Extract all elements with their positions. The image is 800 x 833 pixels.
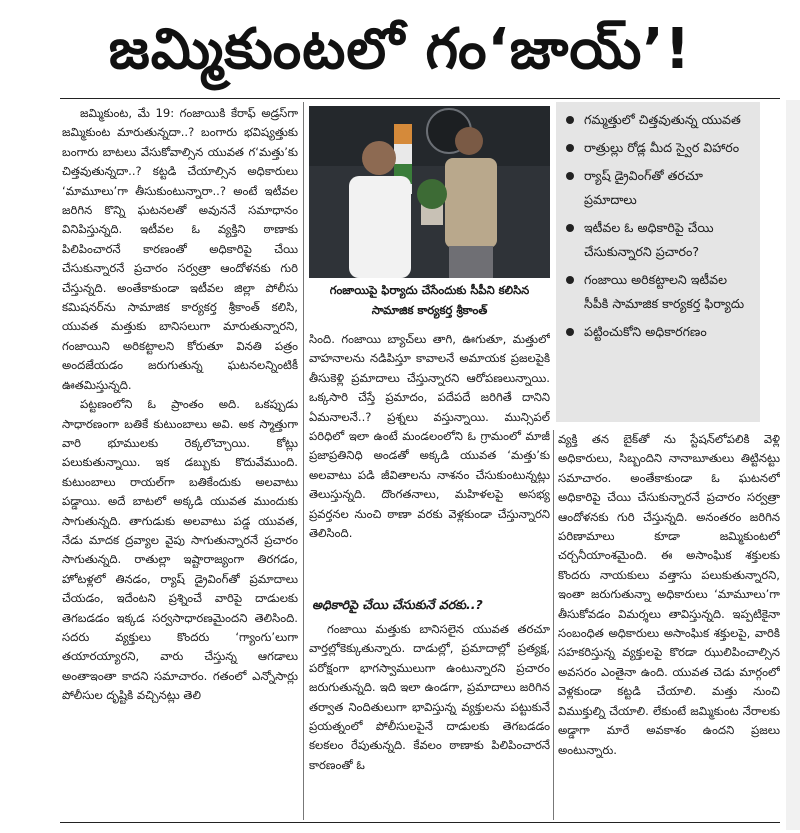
page-edge [786,100,800,830]
headline-rule [60,98,780,99]
bottom-rule [60,822,780,823]
bullet-icon [566,144,574,152]
highlight-text: గమ్మత్తులో చిత్తవుతున్న యువత [584,112,741,127]
highlight-item [562,164,754,212]
bullet-icon [566,276,574,284]
bullet-icon [566,116,574,124]
bullet-icon [566,224,574,232]
highlights-box [556,102,760,422]
paragraph: జమ్మికుంట, మే 19: గంజాయికి కేరాఫ్ అడ్రస్‌గా జమ్మికుంట మారుతున్నదా..? బంగారు భవిష్యత్తుకు బంగారు బాటలు వేసుకోవాల్సిన యువత గ‘మత్తు’కు చిత్తవుతున్నదా..? కట్టడి చేయాల్సిన అధికారులు ‘మామూలు’గా తీసుకుంటున్నారా..? అంటే ఇటీవల జరిగిన కొన్ని ఘటనలతో అవుననే సమాధానం వినిపిస్తున్నది. ఇటీవల ఓ వ్యక్తిని ఠాణాకు పిలిపించారనే కారణంతో అధికారిపై చేయి చేసుకున్నారనే ప్రచారం సర్వత్రా ఆందోళనకు గురి చేస్తున్నది. అంతేకాకుండా ఇటీవల జిల్లా పోలీసు కమిషనర్‌ను సామాజిక కార్యకర్త శ్రీకాంత్ కలిసి, యువత మత్తుకు బానిసలుగా మారుతున్నారని, గంజాయిని అరికట్టాలని కోరుతూ వినతి పత్రం అందజేయడం జరుగుతున్న ఘటనలన్నింటికీ ఊతమిస్తున్నది. [62,106,298,392]
article-column-2b [309,620,550,820]
bullet-icon [566,328,574,336]
article-column-1 [62,104,298,820]
paragraph: వ్యక్తి తన బైక్‌తో ను స్టేషన్‌లోపలికి వెళ్లి అధికారులు, సిబ్బందిని నానాబూతులు తిట్టినట్టు సమాచారం. అంతేకాకుండా ఓ ఘటనలో అధికారిపై చేయి చేసుకున్నారనే ప్రచారం సర్వత్రా ఆందోళనకు గురి చేస్తున్నది. అనంతరం జరిగిన పరిణామాలు కూడా జమ్మికుంటలో చర్చనీయాంశమైంది. ఈ అసాంఘిక శక్తులకు కొందరు నాయకులు వత్తాసు పలుకుతున్నారని, ఇంతా జరుగుతున్నా అధికారులు ‘మామూలు’గా తీసుకోవడం విమర్శలు తావిస్తున్నది. ఇప్పటికైనా సంబంధిత అధికారులు అసాంఘిక శక్తులపై, వారికి సహకరిస్తున్న వ్యక్తులపై కొరడా ఝులిపించాల్సిన అవసరం ఎంతైనా ఉంది. యువత చెడు మార్గంలో వెళ్లకుండా కట్టడి చేయాలి. మత్తు నుంచి విముక్తుల్ని చేయాలి. లేకుంటే జమ్మికుంట నేరాలకు అడ్డాగా మారే అవకాశం ఉందని ప్రజలు అంటున్నారు. [558,432,780,757]
highlight-item [562,268,754,316]
highlight-item [562,136,754,160]
highlight-item [562,320,754,344]
column-divider [553,430,554,820]
news-photo [309,106,550,278]
paragraph: పట్టణంలోని ఓ ప్రాంతం అది. ఒకప్పుడు సాధారణంగా బతికే కుటుంబాలు అవి. అక స్మాత్తుగా వారి భూములకు రెక్కలొచ్చాయి. కోట్లు పలుకుతున్నాయి. ఇక డబ్బుకు కొదువేముంది. కుటుంబాలు రాయల్‌గా బతికేందుకు అలవాటు పడ్డాయి. అదే బాటలో అక్కడి యువత ముందుకు సాగుతున్నది. తాగుడుకు అలవాటు పడ్డ యువత, నేడు మాదక ద్రవ్యాల వైపు సాగుతున్నారనే ప్రచారం సాగుతున్నది. రాతుల్లా ఇష్టారాజ్యంగా తిరగడం, హోటళ్లలో తినడం, ర్యాష్ డ్రైవింగ్‌తో ప్రమాదాలు చేయడం, ఇదేంటని ప్రశ్నించే వారిపై దాడులకు తెగబడడం ఇక్కడ సర్వసాధారణమైందని తెలిసింది. సదరు వ్యక్తులు కొందరు ‘గ్యాంగు’లుగా తయారయ్యారని, వారు చేస్తున్న ఆగడాలు అంతాఇంతా కాదని సమాచారం. గతంలో ఎన్నోసార్లు పోలీసుల దృష్టికి వచ్చినట్లు తెలి [62,397,298,703]
column-divider [303,102,304,820]
photo-caption: గంజాయిపై ఫిర్యాదు చేసేందుకు సీపీని కలిసిన సామాజిక కార్యకర్త శ్రీకాంత్ [329,283,530,317]
highlight-text: రాత్రుల్లు రోడ్ల మీద స్వైర విహారం [584,140,740,155]
article-column-3 [558,430,780,820]
headline: జమ్మికుంటలో గం‘జాయ్’! [108,17,692,82]
highlight-text: ర్యాష్ డ్రైవింగ్‌తో తరచూ ప్రమాదాలు [584,168,703,207]
paragraph: సింది. గంజాయి బ్యాచ్‌లు తాగి, ఊగుతూ, మత్తులో వాహనాలను నడిపిస్తూ కావాలనే అమాయక ప్రజలపైకి తీసుకెళ్లి ప్రమాదాలు చేస్తున్నారని ఆరోపణలున్నాయి. ఒక్కసారి చేస్తే ప్రమాదం, పదేపదే జరిగితే దానిని ఏమనాలనే..? ప్రశ్నలు వస్తున్నాయి. మున్సిపల్ పరిధిలో ఇలా ఉంటే మండలంలోని ఓ గ్రామంలో మాజీ ప్రజాప్రతినిధి అండతో అక్కడి యువత ‘మత్తు’కు అలవాటు పడి జీవితాలను నాశనం చేసుకుంటున్నట్లు తెలుస్తున్నది. దొంగతనాలు, మహిళలపై అసభ్య ప్రవర్తనల నుంచి ఠాణా వరకు వెళ్లకుండా చేస్తున్నారని తెలిసింది. [309,332,550,541]
article-column-2 [309,330,550,592]
photo-illustration [309,106,550,278]
bullet-icon [566,172,574,180]
highlight-text: గంజాయి అరికట్టాలని ఇటీవల సీపీకి సామాజిక కార్యకర్త ఫిర్యాదు [584,272,745,311]
subheading: అధికారిపై చేయి చేసుకునే వరకు..? [312,597,483,612]
highlight-text: పట్టించుకోని అధికారగణం [584,324,707,339]
highlight-item [562,216,754,264]
highlight-item [562,108,754,132]
highlight-text: ఇటీవల ఓ అధికారిపై చేయి చేసుకున్నారని ప్రచారం? [584,220,714,259]
paragraph: గంజాయి మత్తుకు బానిసలైన యువత తరచూ వార్తల్లోకెక్కుతున్నారు. దాడుల్లో, ప్రమాదాల్లో ప్రత్యక్ష, పరోక్షంగా భాగస్వాములుగా ఉంటున్నారని ప్రచారం జరుగుతున్నది. ఇది ఇలా ఉండగా, ప్రమాదాలు జరిగిన తర్వాత నిందితులుగా భావిస్తున్న వ్యక్తులను పట్టుకునే ప్రయత్నంలో పోలీసులపైనే దాడులకు తెగబడడం కలకలం రేపుతున్నది. కేవలం ఠాణాకు పిలిపించారనే కారణంతో ఓ [309,622,550,772]
highlights-list [556,102,760,344]
